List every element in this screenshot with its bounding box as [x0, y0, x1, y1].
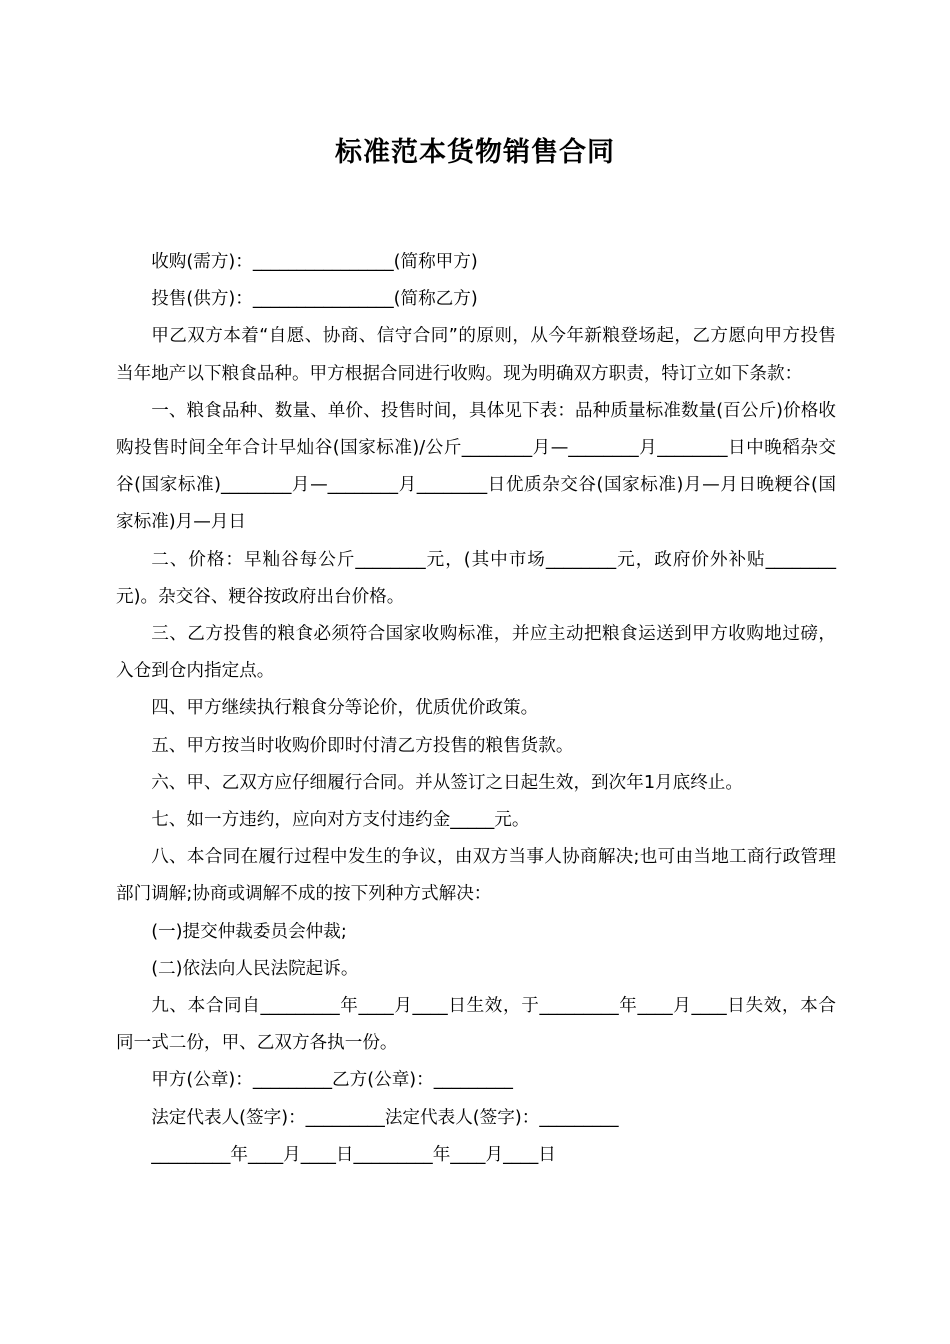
document-title: 标准范本货物销售合同: [335, 137, 615, 168]
clause-8-option-2: (二)依法向人民法院起诉。: [151, 958, 359, 979]
date-line: _________年____月____日_________年____月____日: [151, 1144, 556, 1165]
clause-2: 二、价格：早籼谷每公斤________元，(其中市场________元，政府价外补贴________元)。杂交谷、粳谷按政府出台价格。: [116, 549, 836, 607]
buyer-line: 收购(需方)：________________(简称甲方): [151, 252, 478, 272]
clause-9: 九、本合同自_________年____月____日生效，于_________年____月____日失效，本合同一式二份，甲、乙双方各执一份。: [116, 996, 836, 1054]
seal-line: 甲方(公章)：_________乙方(公章)：_________: [151, 1070, 513, 1091]
clause-3: 三、乙方投售的粮食必须符合国家收购标准，并应主动把粮食运送到甲方收购地过磅，入仓到仓内指定点。: [116, 624, 836, 682]
clause-1: 一、粮食品种、数量、单价、投售时间，具体见下表：品种质量标准数量(百公斤)价格收购投售时间全年合计早灿谷(国家标准)/公斤________月—________月________日中晚稻杂交谷(国家标准)________月—________月________日优质杂交谷(国家标准)月—月日晚粳谷(国家标准)月—月日: [116, 400, 836, 533]
preamble-paragraph: 甲乙双方本着“自愿、协商、信守合同”的原则，从今年新粮登场起，乙方愿向甲方投售当年地产以下粮食品种。甲方根据合同进行收购。现为明确双方职责，特订立如下条款：: [116, 326, 836, 384]
seller-line: 投售(供方)：________________(简称乙方): [151, 289, 478, 310]
clause-4: 四、甲方继续执行粮食分等论价，优质优价政策。: [151, 698, 539, 719]
clause-5: 五、甲方按当时收购价即时付清乙方投售的粮售货款。: [151, 735, 574, 756]
document-body: [116, 244, 836, 1174]
clause-8: 八、本合同在履行过程中发生的争议，由双方当事人协商解决;也可由当地工商行政管理部门调解;协商或调解不成的按下列种方式解决：: [116, 847, 836, 905]
signature-line: 法定代表人(签字)：_________法定代表人(签字)：_________: [151, 1107, 619, 1128]
clause-6: 六、甲、乙双方应仔细履行合同。并从签订之日起生效，到次年1月底终止。: [151, 772, 743, 793]
clause-8-option-1: (一)提交仲裁委员会仲裁;: [151, 921, 347, 942]
clause-7: 七、如一方违约，应向对方支付违约金_____元。: [151, 810, 530, 831]
